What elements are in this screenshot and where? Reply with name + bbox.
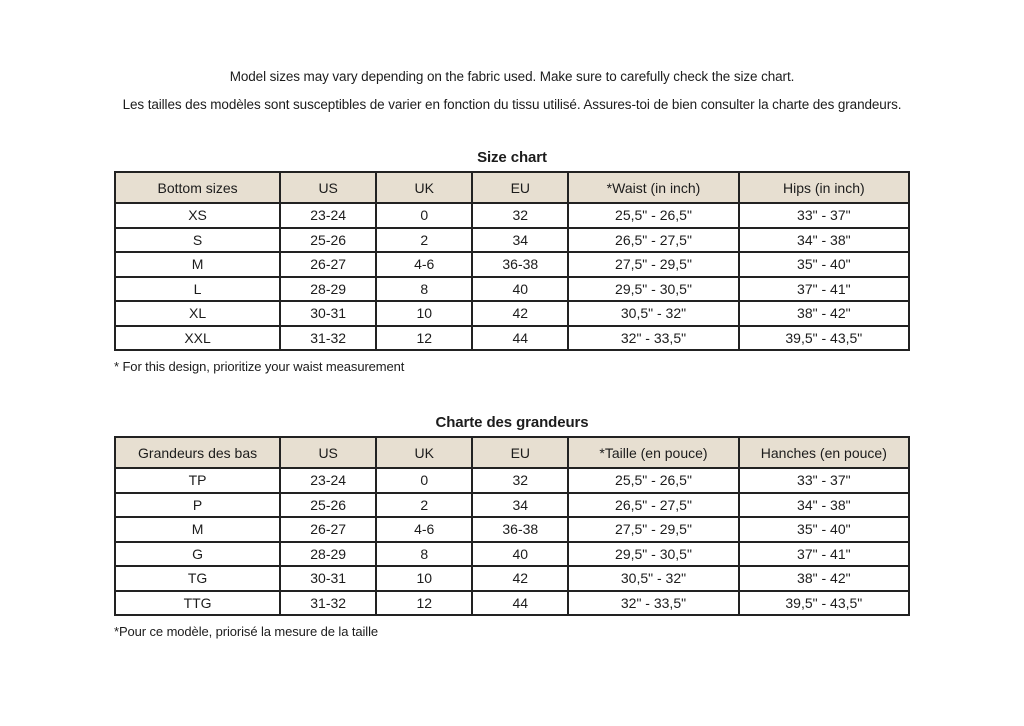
size-value-cell: 38" - 42"	[739, 301, 909, 326]
size-value-cell: 23-24	[280, 468, 376, 493]
size-value-cell: 30,5" - 32"	[568, 301, 738, 326]
column-header: US	[280, 437, 376, 468]
size-value-cell: 26,5" - 27,5"	[568, 493, 738, 518]
waist-footnote-french: *Pour ce modèle, priorisé la mesure de la taille	[114, 624, 378, 639]
column-header: Hanches (en pouce)	[739, 437, 909, 468]
size-value-cell: 10	[376, 566, 472, 591]
size-value-cell: 4-6	[376, 252, 472, 277]
size-value-cell: 2	[376, 228, 472, 253]
size-value-cell: 29,5" - 30,5"	[568, 277, 738, 302]
size-value-cell: 39,5" - 43,5"	[739, 326, 909, 351]
size-value-cell: 33" - 37"	[739, 468, 909, 493]
size-value-cell: 37" - 41"	[739, 277, 909, 302]
size-label-cell: M	[115, 517, 280, 542]
column-header: US	[280, 172, 376, 203]
size-chart-table-french	[114, 436, 910, 616]
size-value-cell: 31-32	[280, 326, 376, 351]
intro-text-french: Les tailles des modèles sont susceptibles de varier en fonction du tissu utilisé. Assures-toi de bien consulter la charte des grandeurs.	[122, 97, 902, 112]
size-value-cell: 32	[472, 203, 568, 228]
size-chart-title-english: Size chart	[477, 149, 547, 166]
size-value-cell: 12	[376, 591, 472, 616]
column-header: EU	[472, 437, 568, 468]
size-label-cell: P	[115, 493, 280, 518]
size-value-cell: 32" - 33,5"	[568, 591, 738, 616]
column-header: EU	[472, 172, 568, 203]
size-value-cell: 26,5" - 27,5"	[568, 228, 738, 253]
size-label-cell: XS	[115, 203, 280, 228]
column-header: *Waist (in inch)	[568, 172, 738, 203]
size-value-cell: 37" - 41"	[739, 542, 909, 567]
size-value-cell: 27,5" - 29,5"	[568, 252, 738, 277]
size-value-cell: 44	[472, 326, 568, 351]
size-value-cell: 42	[472, 301, 568, 326]
size-label-cell: L	[115, 277, 280, 302]
table-header-row	[115, 172, 909, 203]
size-value-cell: 4-6	[376, 517, 472, 542]
size-value-cell: 12	[376, 326, 472, 351]
size-label-cell: TP	[115, 468, 280, 493]
table-row	[115, 517, 909, 542]
size-value-cell: 34" - 38"	[739, 228, 909, 253]
table-row	[115, 301, 909, 326]
column-header: Hips (in inch)	[739, 172, 909, 203]
column-header: *Taille (en pouce)	[568, 437, 738, 468]
size-value-cell: 31-32	[280, 591, 376, 616]
size-value-cell: 8	[376, 542, 472, 567]
size-value-cell: 27,5" - 29,5"	[568, 517, 738, 542]
size-value-cell: 36-38	[472, 517, 568, 542]
size-label-cell: S	[115, 228, 280, 253]
size-value-cell: 32	[472, 468, 568, 493]
size-value-cell: 30-31	[280, 301, 376, 326]
size-value-cell: 30,5" - 32"	[568, 566, 738, 591]
waist-footnote-english: * For this design, prioritize your waist measurement	[114, 359, 405, 374]
size-value-cell: 28-29	[280, 277, 376, 302]
table-row	[115, 468, 909, 493]
size-value-cell: 8	[376, 277, 472, 302]
size-value-cell: 38" - 42"	[739, 566, 909, 591]
table-header-row	[115, 437, 909, 468]
size-value-cell: 34" - 38"	[739, 493, 909, 518]
table-row	[115, 252, 909, 277]
size-label-cell: TTG	[115, 591, 280, 616]
intro-text-english: Model sizes may vary depending on the fabric used. Make sure to carefully check the size chart.	[229, 69, 795, 84]
size-label-cell: G	[115, 542, 280, 567]
size-label-cell: XL	[115, 301, 280, 326]
size-value-cell: 35" - 40"	[739, 252, 909, 277]
size-value-cell: 34	[472, 228, 568, 253]
size-value-cell: 40	[472, 277, 568, 302]
size-value-cell: 33" - 37"	[739, 203, 909, 228]
table-row	[115, 542, 909, 567]
size-value-cell: 28-29	[280, 542, 376, 567]
size-value-cell: 25-26	[280, 228, 376, 253]
size-value-cell: 25,5" - 26,5"	[568, 203, 738, 228]
size-value-cell: 35" - 40"	[739, 517, 909, 542]
table-row	[115, 203, 909, 228]
table-row	[115, 591, 909, 616]
size-value-cell: 42	[472, 566, 568, 591]
size-value-cell: 40	[472, 542, 568, 567]
size-value-cell: 25-26	[280, 493, 376, 518]
size-value-cell: 36-38	[472, 252, 568, 277]
column-header: Bottom sizes	[115, 172, 280, 203]
size-value-cell: 10	[376, 301, 472, 326]
size-value-cell: 32" - 33,5"	[568, 326, 738, 351]
size-value-cell: 44	[472, 591, 568, 616]
size-value-cell: 0	[376, 468, 472, 493]
size-value-cell: 30-31	[280, 566, 376, 591]
size-value-cell: 2	[376, 493, 472, 518]
table-row	[115, 493, 909, 518]
size-chart-title-french: Charte des grandeurs	[435, 414, 589, 431]
size-label-cell: TG	[115, 566, 280, 591]
size-value-cell: 26-27	[280, 252, 376, 277]
size-label-cell: M	[115, 252, 280, 277]
table-row	[115, 277, 909, 302]
column-header: UK	[376, 437, 472, 468]
size-chart-table-english	[114, 171, 910, 351]
table-row	[115, 566, 909, 591]
column-header: UK	[376, 172, 472, 203]
size-value-cell: 34	[472, 493, 568, 518]
size-value-cell: 0	[376, 203, 472, 228]
size-value-cell: 29,5" - 30,5"	[568, 542, 738, 567]
size-value-cell: 25,5" - 26,5"	[568, 468, 738, 493]
size-value-cell: 39,5" - 43,5"	[739, 591, 909, 616]
size-label-cell: XXL	[115, 326, 280, 351]
table-row	[115, 326, 909, 351]
size-value-cell: 26-27	[280, 517, 376, 542]
table-row	[115, 228, 909, 253]
size-value-cell: 23-24	[280, 203, 376, 228]
column-header: Grandeurs des bas	[115, 437, 280, 468]
